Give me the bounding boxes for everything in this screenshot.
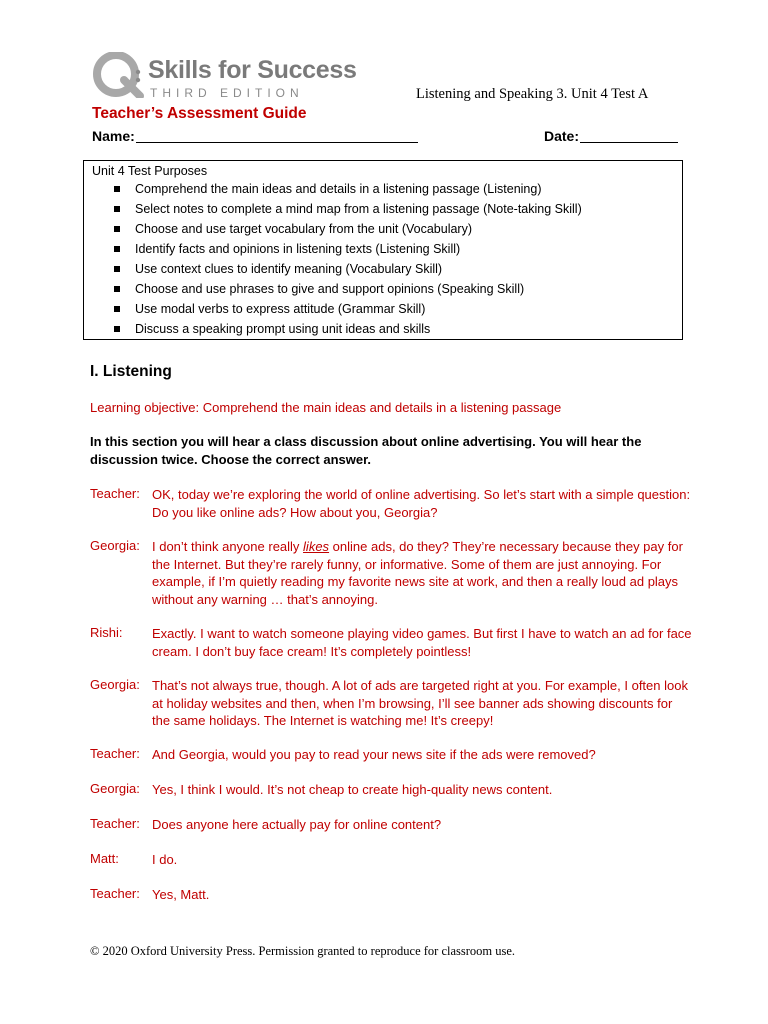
list-item: [112, 182, 582, 202]
speaker-label: Matt:: [90, 851, 119, 866]
list-item: [112, 222, 582, 242]
instructions: In this section you will hear a class discussion about online advertising. You will hear the discussion twice. Choose the correct answer.: [90, 434, 642, 467]
bullet-icon: [114, 246, 120, 252]
dialogue-text: Exactly. I want to watch someone playing video games. But first I have to watch an ad for face cream. I don’t buy face cream! It’s completely pointless!: [152, 626, 692, 659]
list-item: [112, 302, 582, 322]
dialogue-text-after: online ads, do they? They’re necessary because they pay for the Internet. But they’re rarely funny, or informative. Some of them are just annoying. For example, if I’m quietly reading my favorite news site at work, and then a really loud ad plays without any warning … that’s annoying.: [152, 539, 683, 607]
dialogue-text: And Georgia, would you pay to read your news site if the ads were removed?: [152, 747, 596, 762]
learning-objective: Learning objective: Comprehend the main ideas and details in a listening passage: [90, 400, 562, 415]
purpose-text: Choose and use phrases to give and support opinions (Speaking Skill): [135, 282, 525, 296]
purpose-text: Identify facts and opinions in listening texts (Listening Skill): [135, 242, 461, 256]
guide-title: Teacher’s Assessment Guide: [92, 105, 307, 122]
logo-title: Skills for Success: [148, 56, 357, 84]
test-label: Listening and Speaking 3. Unit 4 Test A: [416, 86, 649, 102]
dialogue-text: [152, 538, 692, 608]
purposes-heading: Unit 4 Test Purposes: [92, 164, 208, 178]
purposes-list: [112, 182, 582, 342]
purpose-text: Choose and use target vocabulary from the unit (Vocabulary): [135, 222, 472, 236]
purpose-text: Use modal verbs to express attitude (Grammar Skill): [135, 302, 426, 316]
speaker-label: Rishi:: [90, 625, 123, 640]
dialogue-text-before: I don’t think anyone really: [152, 539, 304, 554]
list-item: [112, 322, 582, 342]
list-item: [112, 262, 582, 282]
list-item: [112, 242, 582, 262]
purpose-text: Discuss a speaking prompt using unit ideas and skills: [135, 322, 431, 336]
purpose-text: Use context clues to identify meaning (Vocabulary Skill): [135, 262, 443, 276]
speaker-label: Georgia:: [90, 677, 140, 692]
copyright-footer: © 2020 Oxford University Press. Permission granted to reproduce for classroom use.: [90, 944, 516, 958]
speaker-label: Georgia:: [90, 538, 140, 553]
list-item: [112, 202, 582, 222]
q-logo-icon: [90, 52, 144, 98]
bullet-icon: [114, 306, 120, 312]
list-item: [112, 282, 582, 302]
date-label: Date:: [544, 128, 580, 144]
dialogue-text: OK, today we’re exploring the world of online advertising. So let’s start with a simple question: Do you like online ads? How about you, Georgia?: [152, 487, 691, 520]
emphasis-word: likes: [303, 539, 330, 554]
bullet-icon: [114, 286, 120, 292]
name-label: Name:: [92, 128, 135, 144]
bullet-icon: [114, 206, 120, 212]
speaker-label: Teacher:: [90, 816, 140, 831]
dialogue-text: That’s not always true, though. A lot of ads are targeted right at you. For example, I often look at holiday websites and then, when I’m browsing, I’ll see banner ads showing discounts for the same holidays. The Internet is watching me! It’s creepy!: [152, 678, 688, 728]
purpose-text: Comprehend the main ideas and details in a listening passage (Listening): [135, 182, 542, 196]
dialogue-text: Yes, I think I would. It’s not cheap to create high-quality news content.: [152, 782, 553, 797]
bullet-icon: [114, 226, 120, 232]
bullet-icon: [114, 266, 120, 272]
date-field-line[interactable]: [580, 142, 678, 143]
name-field-line[interactable]: [136, 142, 418, 143]
speaker-label: Teacher:: [90, 486, 140, 501]
bullet-icon: [114, 186, 120, 192]
purpose-text: Select notes to complete a mind map from a listening passage (Note-taking Skill): [135, 202, 582, 216]
section-title: I. Listening: [90, 363, 172, 380]
speaker-label: Georgia:: [90, 781, 140, 796]
logo-edition: THIRD EDITION: [150, 86, 304, 100]
dialogue-text: I do.: [152, 852, 178, 867]
bullet-icon: [114, 326, 120, 332]
speaker-label: Teacher:: [90, 746, 140, 761]
dialogue-text: Does anyone here actually pay for online content?: [152, 817, 442, 832]
speaker-label: Teacher:: [90, 886, 140, 901]
dialogue-text: Yes, Matt.: [152, 887, 210, 902]
